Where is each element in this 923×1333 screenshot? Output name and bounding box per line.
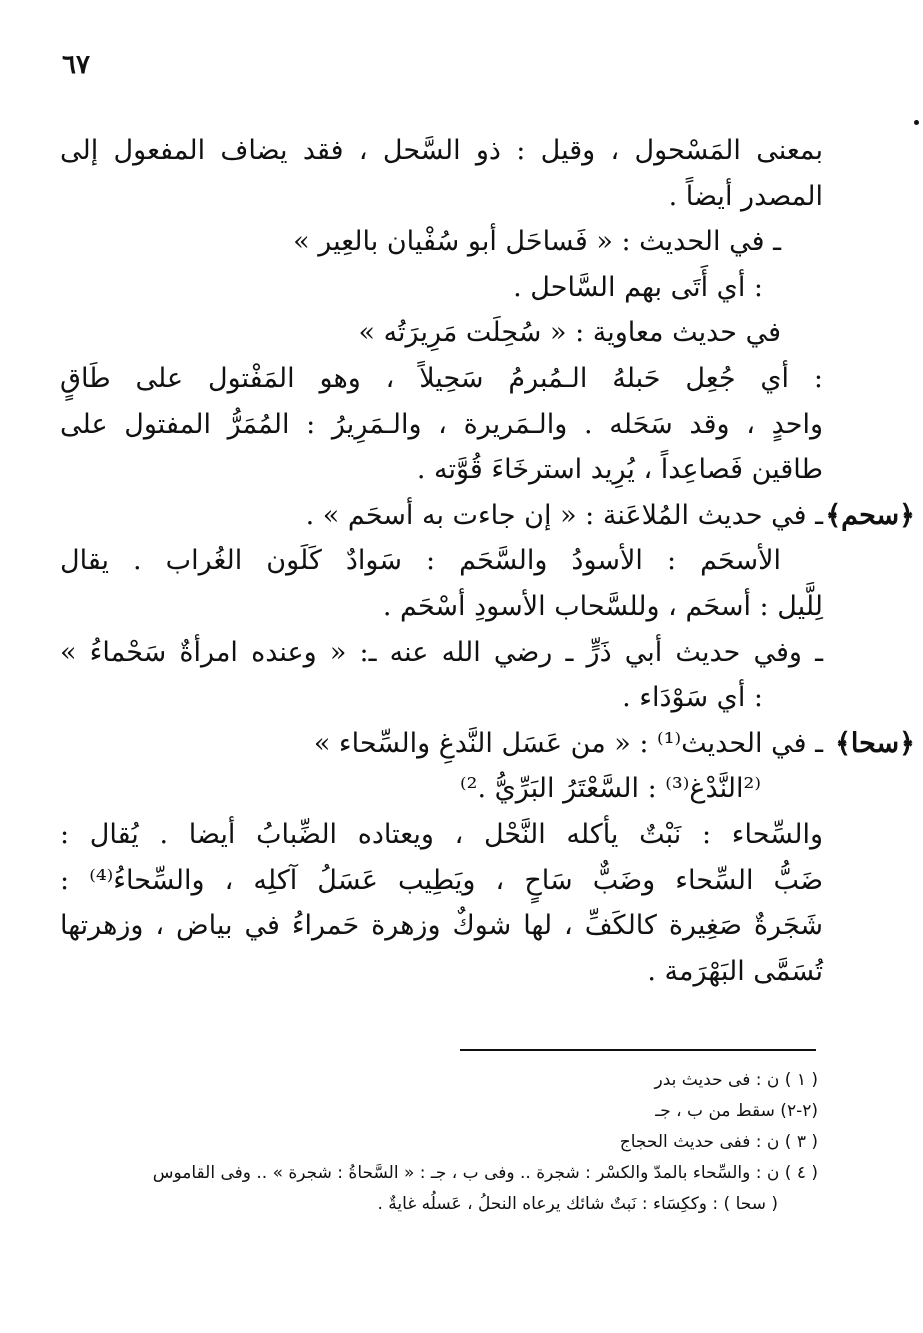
text-line: ـ في الحديث : « فَساحَل أبو سُفْيان بالعِير » xyxy=(293,226,781,258)
text-line: والسِّحاء : نَبْتٌ يأكله النَّحْل ، ويعتاده الضِّبابُ أيضا . يُقال : xyxy=(60,818,823,850)
text-line-with-root xyxy=(60,493,915,539)
text-line: ـ وفي حديث أبي ذَرٍّ ـ رضي الله عنه ـ: « وعنده امرأةٌ سَحْماءُ » xyxy=(60,636,823,668)
main-text xyxy=(60,128,915,994)
footnotes xyxy=(70,1065,818,1220)
text-line: بمعنى المَسْحول ، وقيل : ذو السَّحل ، فقد يضاف المفعول إلى xyxy=(60,135,823,166)
margin-dot xyxy=(914,120,919,125)
footnote: ( ١ ) ن : فى حديث بدر xyxy=(654,1070,818,1090)
footnote-continuation: ( سحا ) : وككِسَاء : نَبتٌ شائك يرعاه النحلُ ، عَسلُه غايةٌ . xyxy=(377,1194,778,1214)
root-label-saha: ﴿سحا﴾ xyxy=(835,727,915,759)
text-line: طاقين فَصاعِداً ، يُرِيد استرخَاءَ قُوَّته . xyxy=(416,454,823,486)
page-number: ٦٧ xyxy=(62,50,90,80)
text-line: شَجَرةٌ صَغِيرة كالكَفِّ ، لها شوكٌ وزهرة حَمراءُ في بياض ، وزهرتها xyxy=(60,910,823,942)
text-line: لِلَّيل : أسحَم ، وللسَّحاب الأسودِ أسْحَم . xyxy=(382,590,823,622)
text-line-with-root xyxy=(60,721,915,767)
footnote: (٢-٢) سقط من ب ، جـ xyxy=(655,1101,818,1121)
text-line: : أي أَتَى بهم السَّاحل . xyxy=(513,271,763,303)
text-line: واحدٍ ، وقد سَحَله . والـمَريرة ، والـمَرِيرُ : المُمَرُّ المفتول على xyxy=(60,408,823,440)
text-line: : أي جُعِل حَبلهُ الـمُبرمُ سَحِيلاً ، وهو المَفْتول على طَاقٍ xyxy=(60,362,823,394)
text-line: ضَبُّ السِّحاء وضَبٌّ سَاحٍ ، ويَطِيب عَسَلُ آكلِه ، والسِّحاءُ⁽⁴⁾ : xyxy=(60,864,823,896)
text-line: ـ في الحديث⁽¹⁾ : « من عَسَل النَّدغِ والسِّحاء » xyxy=(313,727,823,759)
text-line: : أي سَوْدَاء . xyxy=(622,682,763,714)
text-line: تُسَمَّى البَهْرَمة . xyxy=(647,955,823,987)
footnote-divider xyxy=(460,1049,816,1051)
root-label-sahm: ﴿سحم﴾ xyxy=(825,499,915,531)
footnote: ( ٤ ) ن : والسِّحاء بالمدّ والكسْر : شجرة .. وفى ب ، جـ : « السَّحاةُ : شجرة » .. وفى القاموس xyxy=(152,1163,818,1183)
text-line: في حديث معاوية : « سُحِلَت مَرِيرَتُه » xyxy=(358,317,781,349)
text-line: ⁽²النَّدْغ⁽³⁾ : السَّعْتَرُ البَرِّيُّ .²⁾ xyxy=(460,773,761,805)
text-line: ـ في حديث المُلاعَنة : « إن جاءت به أسحَم » . xyxy=(305,499,823,531)
text-line: الأسحَم : الأسودُ والسَّحَم : سَوادٌ كَلَون الغُراب . يقال xyxy=(60,545,781,577)
footnote: ( ٣ ) ن : ففى حديث الحجاج xyxy=(619,1132,818,1152)
text-line: المصدر أيضاً . xyxy=(668,180,823,212)
